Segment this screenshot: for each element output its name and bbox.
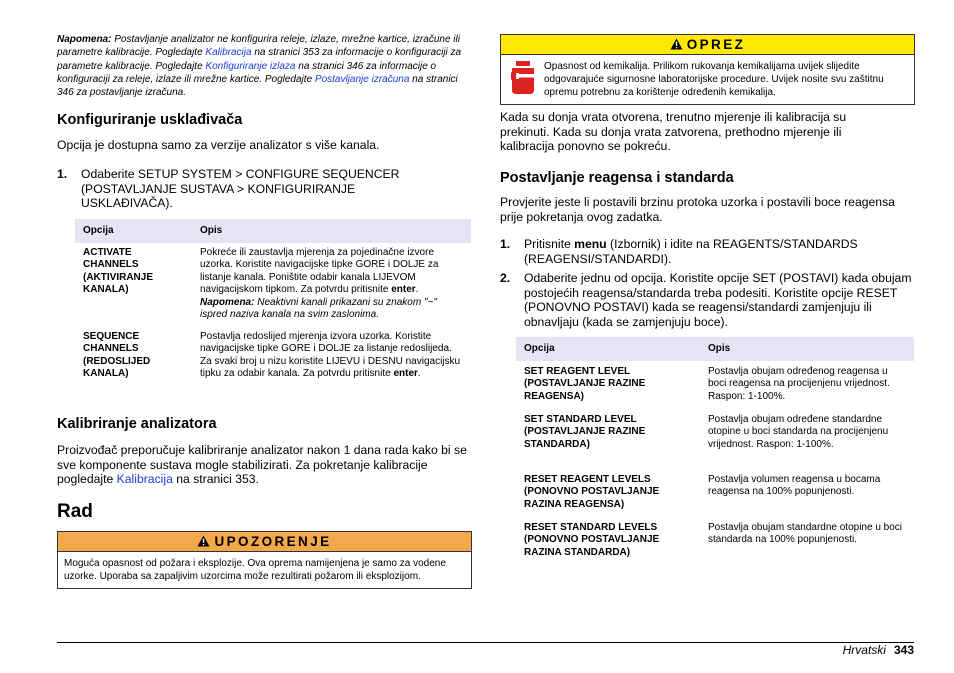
table-row — [516, 361, 914, 410]
warning-header — [58, 532, 471, 552]
menu-key-name: menu — [574, 237, 607, 251]
caution-body: Opasnost od kemikalija. Prilikom rukovanja kemikalijama uvijek slijedite odgovarajuće sigurnosne laboratorijske procedure. Uvijek nosite svu zaštitnu opremu potrebnu za korištenje određenih kemikalija. — [544, 61, 884, 98]
option-description: Postavlja obujam određene standardne otopine u boci standarda na procijenjenu vrijednost. Raspon: 1-100%. — [708, 414, 889, 450]
note-paragraph — [57, 33, 471, 99]
link-kalibracija[interactable]: Kalibracija — [116, 472, 173, 487]
column-header-description: Opis — [700, 337, 914, 361]
step-number: 1. — [500, 237, 511, 251]
step-text: Odaberite jednu od opcija. Koristite opcije SET (POSTAVI) kada obujam postojećih reagensa/standarda treba podesiti. Koristite opcije RESET (PONOVNO POSTAVI) kada se reagensi/standardi zamjenjuju ili obnavljaju (kada se zamjenjuju boce). — [524, 271, 912, 329]
caution-title: OPREZ — [686, 37, 746, 52]
sequencer-options-table — [75, 219, 471, 381]
calibration-paragraph — [57, 443, 467, 487]
table-header-row — [516, 337, 914, 361]
option-name: RESET STANDARD LEVELS (PONOVNO POSTAVLJANJE RAZINA STANDARDA) — [524, 522, 660, 558]
link-konfiguriranje-izlaza[interactable]: Konfiguriranje izlaza — [205, 60, 296, 72]
note-text: Postavljanje analizator ne konfigurira releje, izlaze, mrežne kartice, izračune ili parametre kalibracije. Pogledajte — [57, 34, 460, 59]
calibration-heading: Kalibriranje analizatora — [57, 416, 217, 432]
footer-divider — [57, 642, 914, 643]
step-1 — [57, 167, 471, 212]
note-text: na stranici 346 za informacije o konfiguraciji za releje, izlaze ili mrežne kartice. Pogledajte — [57, 60, 437, 85]
step-number: 1. — [57, 167, 68, 181]
key-name: enter — [391, 284, 416, 296]
option-description: Postavlja obujam standardne otopine u boci standarda na 100% popunjenosti. — [708, 522, 903, 546]
warning-title: UPOZORENJE — [214, 534, 332, 549]
table-row — [75, 243, 471, 329]
description-text: . — [415, 284, 419, 296]
link-kalibracija[interactable]: Kalibracija — [205, 47, 252, 59]
warning-triangle-icon — [197, 535, 210, 547]
note-label: Napomena: — [57, 34, 112, 45]
table-row — [75, 329, 471, 381]
column-header-option: Opcija — [75, 219, 192, 243]
calibration-text: Proizvođač preporučuje kalibriranje analizator nakon 1 dana rada kako bi se sve komponente sustava mogle stabilizirati. Za pokretanje kalibracije pogledajte — [57, 443, 467, 487]
option-name: ACTIVATE CHANNELS (AKTIVIRANJE KANALA) — [83, 247, 154, 296]
caution-header — [501, 35, 914, 55]
warning-triangle-icon — [670, 38, 683, 50]
table-row — [516, 410, 914, 470]
option-name: SET STANDARD LEVEL (POSTAVLJANJE RAZINE STANDARDA) — [524, 414, 646, 450]
step-2 — [500, 271, 914, 331]
option-name: SEQUENCE CHANNELS (REDOSLIJED KANALA) — [83, 331, 151, 380]
option-description: Postavlja obujam određenog reagensa u boci reagensa na procijenjenu vrijednost. Raspon: 1-100%. — [708, 366, 890, 402]
option-name: RESET REAGENT LEVELS (PONOVNO POSTAVLJANJE RAZINA REAGENSA) — [524, 474, 660, 510]
calibration-text: na stranici 353. — [172, 472, 259, 487]
chemical-hazard-icon — [501, 55, 540, 104]
option-description — [192, 329, 471, 381]
description-text: Postavlja redoslijed mjerenja izvora uzorka. Koristite navigacijske tipke GORE i DOLJE za listanje redoslijeda. Za svaki broj u nizu koristite LIJEVU i DESNU navigacijsku tipku za odabir kanala. Za potvrdu pritisnite — [200, 331, 461, 380]
note-text: na stranici 353 za informacije o konfiguraciji za parametre kalibracije. Pogledajte — [57, 47, 462, 72]
door-paragraph: Kada su donja vrata otvorena, trenutno mjerenje ili kalibracija su prekinuti. Kada su donja vrata zatvorena, prethodno mjerenje ili kalibracija ponovno se pokreću. — [500, 110, 847, 154]
table-row — [516, 518, 914, 559]
footer-language: Hrvatski — [842, 643, 886, 657]
option-description — [192, 243, 471, 329]
warning-body: Moguća opasnost od požara i eksplozije. Ova oprema namijenjena je samo za vodene uzorke. Uporaba sa zapaljivim uzorcima može rezultirati požarom ili eksplozijom. — [64, 558, 446, 582]
link-postavljanje-izracuna[interactable]: Postavljanje izračuna — [314, 73, 410, 85]
option-description: Postavlja volumen reagensa u bocama reagensa na 100% popunjenosti. — [708, 474, 881, 498]
note-text: na stranici 346 za postavljanje izračuna. — [57, 73, 458, 99]
column-header-option: Opcija — [516, 337, 700, 361]
table-row — [516, 470, 914, 518]
step-1 — [500, 237, 914, 267]
step-text — [524, 237, 884, 266]
operation-heading: Rad — [57, 501, 93, 522]
warning-box — [57, 531, 472, 589]
table-header-row — [75, 219, 471, 243]
step-text: Odaberite SETUP SYSTEM > CONFIGURE SEQUENCER (POSTAVLJANJE SUSTAVA > KONFIGURIRANJE USKLAĐIVAČA). — [81, 167, 400, 211]
caution-box — [500, 34, 915, 105]
description-text: . — [417, 368, 421, 380]
reagent-options-table — [516, 337, 914, 559]
reagents-intro: Provjerite jeste li postavili brzinu protoka uzorka i postavili boce reagensa prije pokretanja ovog zadatka. — [500, 195, 895, 224]
caution-content — [501, 55, 914, 104]
sequencer-intro: Opcija je dostupna samo za verzije analizator s više kanala. — [57, 138, 380, 152]
column-header-description: Opis — [192, 219, 471, 243]
description-text: Pokreće ili zaustavlja mjerenja za pojedinačne izvore uzorka. Koristite navigacijske tipke GORE i DOLJE za listanje kanala. Poništite odabir kanala LIJEVOM navigacijskom tipkom. Za potvrdu pritisnite — [200, 247, 439, 296]
option-name: SET REAGENT LEVEL (POSTAVLJANJE RAZINE REAGENSA) — [524, 366, 646, 402]
page-footer — [843, 643, 914, 657]
reagents-heading: Postavljanje reagensa i standarda — [500, 170, 734, 186]
sequencer-heading: Konfiguriranje usklađivača — [57, 112, 243, 128]
key-name: enter — [393, 368, 418, 380]
step-text-part: Pritisnite — [524, 237, 575, 251]
step-number: 2. — [500, 271, 511, 285]
step-text-part: (Izbornik) i idite na REAGENTS/STANDARDS (REAGENSI/STANDARDI). — [524, 237, 858, 266]
note-label: Napomena: — [200, 296, 255, 308]
note-text: Neaktivni kanali prikazani su znakom "~" ispred naziva kanala na svim zaslonima. — [200, 296, 437, 321]
page-number: 343 — [893, 643, 914, 657]
